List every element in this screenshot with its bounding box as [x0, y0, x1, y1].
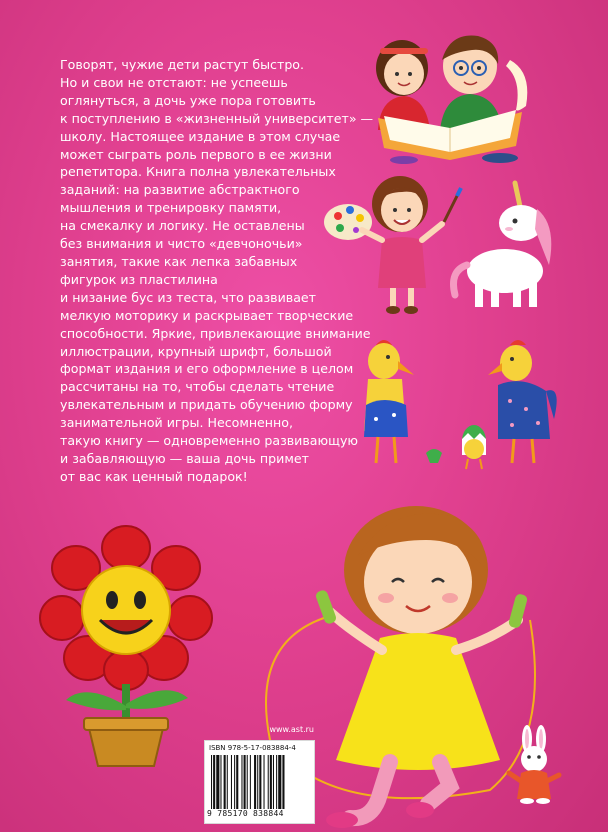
barcode-bar: [216, 755, 219, 809]
barcode-bar: [276, 755, 277, 809]
blurb-line: от вас как ценный подарок!: [60, 468, 248, 484]
blurb-line: фигурок из пластилина: [60, 271, 218, 287]
blurb-line: без внимания и чисто «девчоночьи»: [60, 236, 303, 252]
cover-blurb: [60, 56, 374, 486]
barcode-bar: [254, 755, 256, 809]
barcode-bar: [236, 755, 238, 809]
blurb-line: мелкую моторику и раскрывает творческие: [60, 307, 354, 323]
blurb-line: такую книгу — одновременно развивающую: [60, 433, 359, 449]
unicorn-illustration: [445, 175, 565, 315]
smiling-flower-illustration: [36, 520, 216, 770]
blurb-line: репетитора. Книга полна увлекательных: [60, 164, 336, 180]
blurb-line: на смекалку и логику. Не оставлены: [60, 218, 305, 234]
blurb-line: способности. Яркие, привлекающие внимание: [60, 325, 371, 341]
blurb-line: формат издания и его оформление в целом: [60, 361, 354, 377]
blurb-line: оглянуться, а дочь уже пора готовить: [60, 92, 316, 108]
reading-children-illustration: [360, 20, 540, 165]
blurb-line: может сыграть роль первого в ее жизни: [60, 146, 332, 162]
blurb-line: к поступлению в «жизненный университет» —: [60, 110, 374, 126]
barcode-bar: [268, 755, 269, 809]
blurb-line: заданий: на развитие абстрактного: [60, 182, 300, 198]
barcode-bar: [234, 755, 235, 809]
blurb-line: увлекательным и придать обучению форму: [60, 397, 353, 413]
barcode-bar: [241, 755, 242, 809]
blurb-line: занимательной игры. Несомненно,: [60, 415, 293, 431]
bunny-mascot-icon: [505, 725, 565, 805]
ean-number: 9 785170 838844: [207, 809, 284, 818]
blurb-line: Говорят, чужие дети растут быстро.: [60, 57, 305, 72]
blurb-line: и забавляющую — ваша дочь примет: [60, 450, 309, 466]
barcode-bar: [211, 755, 212, 809]
blurb-line: занятия, такие как лепка забавных: [60, 253, 298, 269]
barcode-bar: [278, 755, 281, 809]
blurb-line: иллюстрации, крупный шрифт, большой: [60, 343, 332, 359]
roosters-illustration: [350, 335, 570, 475]
blurb-line: школу. Настоящее издание в этом случае: [60, 128, 341, 144]
barcode-bar: [282, 755, 284, 809]
barcode-bar: [259, 755, 261, 809]
barcode-bar: [224, 755, 226, 809]
barcode-bar: [270, 755, 272, 809]
barcode-bar: [250, 755, 251, 809]
isbn-barcode: [204, 740, 315, 824]
blurb-line: рассчитаны на то, чтобы сделать чтение: [60, 379, 335, 395]
barcode-bar: [231, 755, 232, 809]
barcode-bar: [257, 755, 258, 809]
barcode-bar: [247, 755, 248, 809]
blurb-line: Но и свои не отстают: не успеешь: [60, 74, 288, 90]
blurb-line: и низание бус из теста, что развивает: [60, 289, 317, 305]
barcode-bar: [244, 755, 246, 809]
isbn-label: ISBN 978-5-17-083884-4: [209, 744, 296, 752]
barcode-bar: [213, 755, 215, 809]
blurb-line: мышления и тренировку памяти,: [60, 200, 282, 216]
barcode-bar: [227, 755, 228, 809]
barcode-bars: [211, 755, 308, 809]
barcode-bar: [273, 755, 274, 809]
barcode-bar: [264, 755, 265, 809]
publisher-url: www.ast.ru: [269, 725, 314, 734]
barcode-bar: [220, 755, 221, 809]
